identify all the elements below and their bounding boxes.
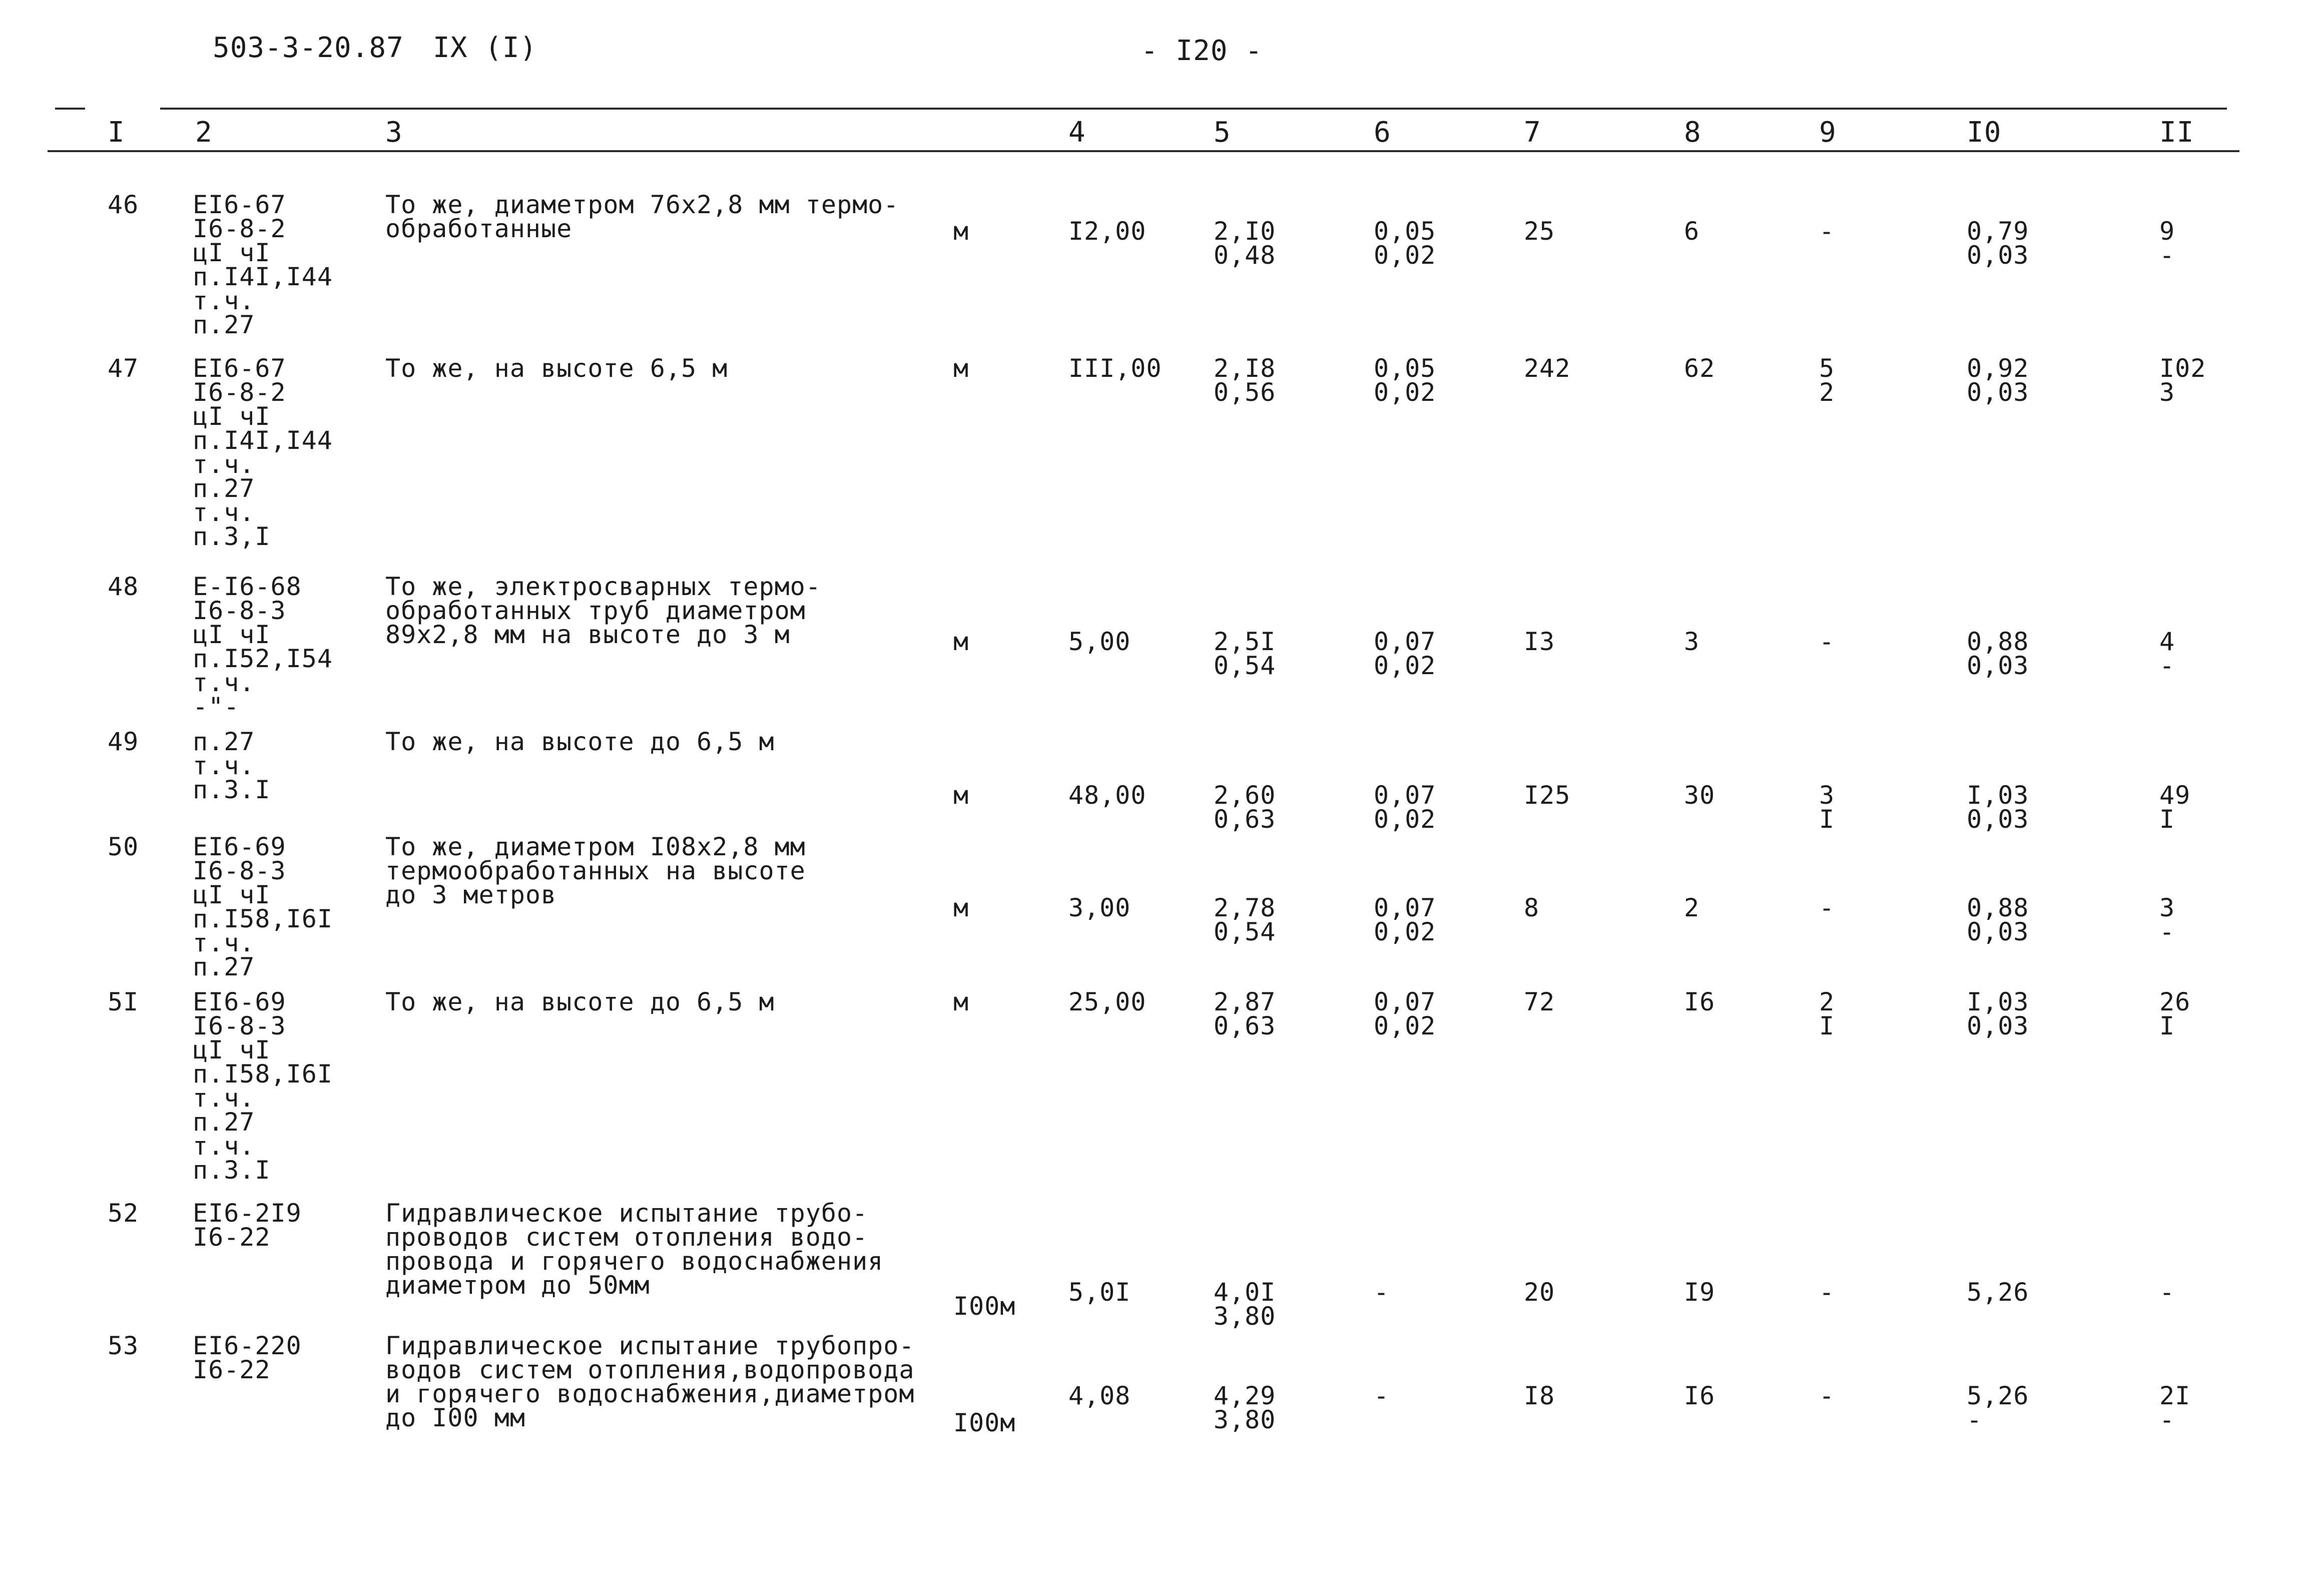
header-bottom-rule [48,150,2239,152]
col7-value: 25 [1524,217,1555,246]
col9-value: - [1819,217,1835,246]
quantity: I2,00 [1068,217,1146,246]
col5-value: 2,5I 0,54 [1214,627,1276,680]
col7-value: I8 [1524,1381,1555,1410]
norm-code: EI6-220 I6-22 [193,1331,302,1384]
norm-code: EI6-67 I6-8-2 цI чI п.I4I,I44 т.ч. п.27 т.ч. п.3,I [193,354,333,551]
unit-of-measure: м [953,781,969,810]
col8-value: 2 [1684,893,1700,922]
quantity: 3,00 [1068,893,1131,922]
unit-of-measure: м [953,354,969,383]
work-description: То же, на высоте 6,5 м [385,354,728,383]
unit-of-measure: I00м [953,1292,1016,1321]
col7-value: 8 [1524,893,1540,922]
norm-code: EI6-67 I6-8-2 цI чI п.I4I,I44 т.ч. п.27 [193,190,333,339]
col11-value: 9 - [2159,217,2175,270]
unit-of-measure: м [953,217,969,246]
column-header-10: I0 [1967,116,2002,149]
col11-value: 2I - [2159,1381,2191,1434]
quantity: 5,0I [1068,1278,1131,1307]
col8-value: 6 [1684,217,1700,246]
quantity: 48,00 [1068,781,1146,810]
col10-value: 5,26 [1967,1278,2029,1307]
col6-value: 0,07 0,02 [1374,627,1436,680]
col7-value: I3 [1524,627,1555,656]
col9-value: - [1819,1278,1835,1307]
col10-value: 0,92 0,03 [1967,354,2029,407]
col11-value: - [2159,1278,2175,1307]
col5-value: 2,78 0,54 [1214,893,1276,946]
work-description: То же, диаметром 76x2,8 мм термо- обработанные [385,190,899,243]
col7-value: 242 [1524,354,1571,383]
col11-value: 4 - [2159,627,2175,680]
col5-value: 4,29 3,80 [1214,1381,1276,1434]
column-header-4: 4 [1068,116,1086,149]
work-description: То же, электросварных термо- обработанных труб диаметром 89x2,8 мм на высоте до 3 м [385,572,821,649]
col8-value: 30 [1684,781,1715,810]
column-header-11: II [2159,116,2194,149]
column-header-9: 9 [1819,116,1837,149]
row-number: 53 [108,1331,139,1360]
col5-value: 2,I8 0,56 [1214,354,1276,407]
row-number: 49 [108,727,139,756]
norm-code: EI6-69 I6-8-3 цI чI п.I58,I6I т.ч. п.27 т.ч. п.3.I [193,987,333,1185]
col10-value: I,03 0,03 [1967,781,2029,834]
col9-value: 5 2 [1819,354,1835,407]
row-number: 47 [108,354,139,383]
column-header-7: 7 [1524,116,1541,149]
page-number: - I20 - [1141,35,1263,67]
unit-of-measure: м [953,987,969,1016]
column-header-3: 3 [385,116,403,149]
document-code: 503-3-20.87 [213,32,404,64]
col11-value: 3 - [2159,893,2175,946]
col10-value: 0,88 0,03 [1967,627,2029,680]
col10-value: 5,26 - [1967,1381,2029,1434]
col10-value: I,03 0,03 [1967,987,2029,1040]
col10-value: 0,79 0,03 [1967,217,2029,270]
norm-code: E-I6-68 I6-8-3 цI чI п.I52,I54 т.ч. -"- [193,572,333,721]
col9-value: - [1819,1381,1835,1410]
row-number: 5I [108,987,139,1016]
col9-value: 2 I [1819,987,1835,1040]
quantity: 25,00 [1068,987,1146,1016]
norm-code: EI6-2I9 I6-22 [193,1199,302,1252]
col5-value: 4,0I 3,80 [1214,1278,1276,1331]
col6-value: 0,07 0,02 [1374,893,1436,946]
work-description: Гидравлическое испытание трубо- проводов систем отопления водо- провода и горячего водоснабжения диаметром до 50мм [385,1199,884,1300]
col11-value: 49 I [2159,781,2191,834]
section-label: IX (I) [433,32,537,64]
quantity: 5,00 [1068,627,1131,656]
col9-value: - [1819,627,1835,656]
col9-value: - [1819,893,1835,922]
work-description: То же, на высоте до 6,5 м [385,987,775,1016]
col6-value: 0,07 0,02 [1374,781,1436,834]
quantity: III,00 [1068,354,1162,383]
column-header-6: 6 [1374,116,1391,149]
col6-value: 0,05 0,02 [1374,217,1436,270]
header-top-rule-left [55,108,85,110]
work-description: То же, диаметром I08x2,8 мм термообработанных на высоте до 3 метров [385,832,806,909]
row-number: 48 [108,572,139,601]
header-top-rule [160,108,2227,110]
col6-value: - [1374,1278,1390,1307]
unit-of-measure: м [953,893,969,922]
col7-value: I25 [1524,781,1571,810]
col8-value: 3 [1684,627,1700,656]
col6-value: - [1374,1381,1390,1410]
work-description: То же, на высоте до 6,5 м [385,727,775,756]
row-number: 52 [108,1199,139,1228]
column-header-8: 8 [1684,116,1701,149]
col5-value: 2,I0 0,48 [1214,217,1276,270]
unit-of-measure: м [953,627,969,656]
col10-value: 0,88 0,03 [1967,893,2029,946]
column-header-1: I [108,116,125,149]
norm-code: EI6-69 I6-8-3 цI чI п.I58,I6I т.ч. п.27 [193,832,333,981]
col9-value: 3 I [1819,781,1835,834]
row-number: 46 [108,190,139,219]
work-description: Гидравлическое испытание трубопро- водов систем отопления,водопровода и горячего водоснабжения,диаметром до I00 мм [385,1331,915,1432]
col8-value: I6 [1684,987,1715,1016]
col8-value: I9 [1684,1278,1715,1307]
column-header-2: 2 [195,116,213,149]
column-header-5: 5 [1214,116,1231,149]
col8-value: 62 [1684,354,1715,383]
col6-value: 0,05 0,02 [1374,354,1436,407]
col7-value: 20 [1524,1278,1555,1307]
col8-value: I6 [1684,1381,1715,1410]
row-number: 50 [108,832,139,861]
unit-of-measure: I00м [953,1408,1016,1437]
col11-value: 26 I [2159,987,2191,1040]
norm-code: п.27 т.ч. п.3.I [193,727,271,804]
col5-value: 2,60 0,63 [1214,781,1276,834]
quantity: 4,08 [1068,1381,1131,1410]
col6-value: 0,07 0,02 [1374,987,1436,1040]
col5-value: 2,87 0,63 [1214,987,1276,1040]
col7-value: 72 [1524,987,1555,1016]
col11-value: I02 3 [2159,354,2206,407]
